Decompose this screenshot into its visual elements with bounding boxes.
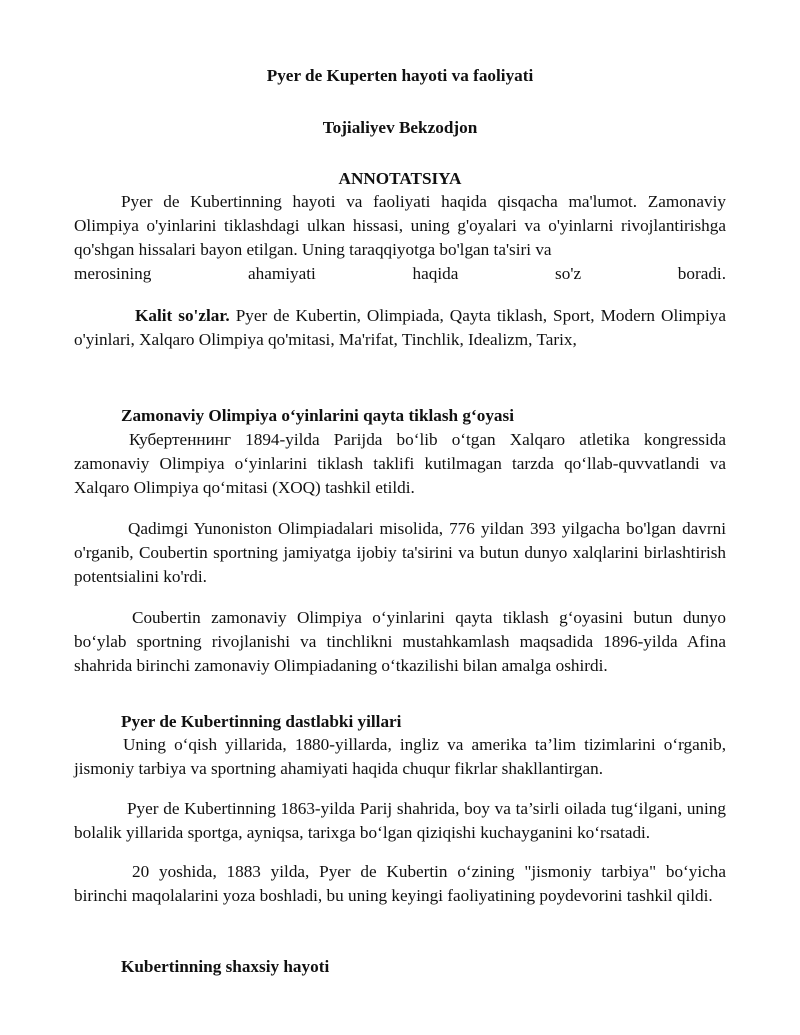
section1-paragraph-1: Кубертеннинг 1894-yilda Parijda bo‘lib o‘tgan Xalqaro atletika kongressida zamonaviy Olimpiya o‘yinlarini tiklash taklifi kutilmagan tarzda qo‘llab-quvvatlandi va Xalqaro Olimpiya qo‘mitasi (XOQ) tashkil etildi.: [74, 430, 726, 497]
document-author: Tojialiyev Bekzodjon: [322, 118, 478, 137]
annotation-last-line: [74, 262, 726, 286]
section2-paragraph-1: Uning o‘qish yillarida, 1880-yillarda, ingliz va amerika ta’lim tizimlarini o‘rganib, jismoniy tarbiya va sportning ahamiyati haqida chuqur fikrlar shakllantirgan.: [74, 735, 726, 778]
section-heading-2: Pyer de Kubertinning dastlabki yillari: [121, 712, 402, 731]
section2-paragraph-2: Pyer de Kubertinning 1863-yilda Parij shahrida, boy va ta’sirli oilada tug‘ilgani, uning bolalik yillarida sportga, ayniqsa, tarixga bo‘lgan qiziqishi kuchayganini ko‘rsatadi.: [74, 799, 726, 842]
annotation-paragraph: [74, 190, 726, 262]
document-title: Pyer de Kuperten hayoti va faoliyati: [266, 66, 534, 85]
keywords-text: Pyer de Kubertin, Olimpiada, Qayta tiklash, Sport, Modern Olimpiya o'yinlari, Xalqaro Olimpiya qo'mitasi, Ma'rifat, Tinchlik, Idealizm, Tarix,: [74, 306, 726, 349]
keywords-paragraph: [74, 304, 726, 352]
section1-paragraph-2: Qadimgi Yunoniston Olimpiadalari misolida, 776 yildan 393 yilgacha bo'lgan davrni o'rganib, Coubertin sportning jamiyatga ijobiy ta'sirini va butun dunyo xalqlarini birlashtirish potentsialini ko'rdi.: [74, 519, 726, 586]
keywords-label: Kalit so'zlar.: [135, 306, 230, 325]
section2-paragraph-3: 20 yoshida, 1883 yilda, Pyer de Kubertin o‘zining "jismoniy tarbiya" bo‘yicha birinchi maqolalarini yoza boshladi, bu uning keyingi faoliyatining poydevorini tashkil qildi.: [74, 862, 726, 905]
section-heading-1: Zamonaviy Olimpiya o‘yinlarini qayta tiklash g‘oyasi: [121, 406, 514, 425]
annotation-heading: ANNOTATSIYA: [338, 169, 462, 188]
annotation-text: Pyer de Kubertinning hayoti va faoliyati haqida qisqacha ma'lumot. Zamonaviy Olimpiya o'yinlarini tiklashdagi ulkan hissasi, uning g'oyalari va o'yinlarni rivojlantirishga qo'shgan hissalari bayon etilgan. Uning taraqqiyotga bo'lgan ta'siri va: [74, 192, 726, 259]
section1-paragraph-3: Coubertin zamonaviy Olimpiya o‘yinlarini qayta tiklash g‘oyasini butun dunyo bo‘ylab sportning rivojlanishi va tinchlikni mustahkamlash maqsadida 1896-yilda Afina shahrida birinchi zamonaviy Olimpiadaning o‘tkazilishi bilan amalga oshirdi.: [74, 608, 726, 675]
section-heading-3: Kubertinning shaxsiy hayoti: [121, 957, 330, 976]
annotation-text-last: merosining ahamiyati haqida so'z boradi.: [74, 264, 726, 283]
